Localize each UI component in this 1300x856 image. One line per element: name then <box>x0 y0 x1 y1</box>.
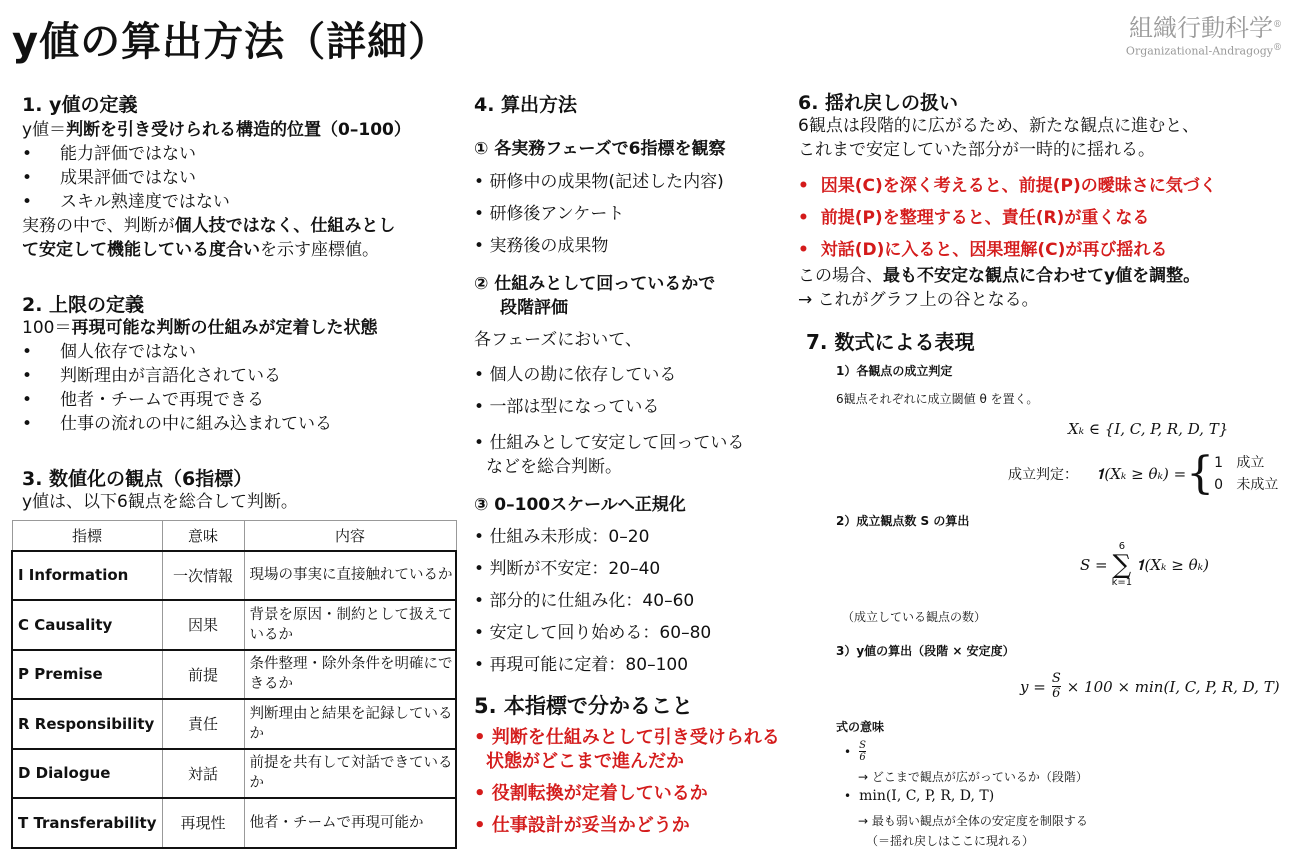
list-item: • 再現可能に定着：80–100 <box>474 655 689 675</box>
s7-part1-desc: 6観点それぞれに成立閾値 θ を置く。 <box>836 392 1039 406</box>
meaning-note-3: （＝揺れ戻しはここに現れる） <box>866 834 1035 848</box>
list-item: • 仕事の流れの中に組み込まれている <box>22 414 332 434</box>
set-formula: Xₖ ∈ {I, C, P, R, D, T} <box>1068 420 1229 438</box>
table-cell-index: I Information <box>12 551 162 601</box>
list-item: • 仕事設計が妥当かどうか <box>474 815 690 836</box>
table-cell-content: 判断理由と結果を記録しているか <box>244 699 456 749</box>
s1-definition: y値＝判断を引き受けられる構造的位置（0–100） <box>22 120 411 140</box>
table-row <box>12 650 456 700</box>
table-cell-content: 現場の事実に直接触れているか <box>244 551 456 601</box>
table-header: 意味 <box>162 521 244 551</box>
s6-conclusion: この場合、最も不安定な観点に合わせてy値を調整。 → これがグラフ上の谷となる。 <box>798 266 1201 310</box>
list-item-cont: などを総合判断。 <box>486 457 622 477</box>
table-cell-content: 条件整理・除外条件を明確にできるか <box>244 650 456 700</box>
list-item: • 因果(C)を深く考えると、前提(P)の曖昧さに気づく <box>798 176 1217 196</box>
s7-part3-title: 3）y値の算出（段階 × 安定度） <box>836 644 1015 658</box>
s4-step3-title: ③ 0–100スケールへ正規化 <box>474 495 686 515</box>
s5-heading: 5. 本指標で分かること <box>474 694 693 718</box>
meaning-item-1: • $\frac{S}{6}$ <box>844 740 866 763</box>
s2-definition: 100＝再現可能な判断の仕組みが定着した状態 <box>22 318 378 338</box>
brand-logo: 組織行動科学® Organizational-Andragogy® <box>1125 14 1282 58</box>
s7-meaning-title: 式の意味 <box>836 720 885 734</box>
list-item: • 判断を仕組みとして引き受けられる <box>474 727 780 748</box>
table-row <box>12 798 456 848</box>
y-formula: y = $\frac{S}{6}$ × 100 × min(I, C, P, R, D, T) <box>1020 671 1280 701</box>
table-cell-meaning: 因果 <box>162 600 244 650</box>
list-item: • 対話(D)に入ると、因果理解(C)が再び揺れる <box>798 240 1168 260</box>
s4-step1-list <box>474 166 724 262</box>
s3-heading: 3. 数値化の観点（6指標） <box>22 468 253 490</box>
table-cell-content: 背景を原因・制約として扱えているか <box>244 600 456 650</box>
list-item: • 仕組みとして安定して回っている <box>474 433 745 453</box>
table-cell-meaning: 対話 <box>162 749 244 799</box>
list-item: • 能力評価ではない <box>22 144 196 164</box>
table-cell-index: R Responsibility <box>12 699 162 749</box>
table-cell-index: C Causality <box>12 600 162 650</box>
s4-step2-lead: 各フェーズにおいて、 <box>474 330 642 350</box>
table-cell-meaning: 再現性 <box>162 798 244 848</box>
meaning-note-2: → 最も弱い観点が全体の安定度を制限する <box>858 814 1088 828</box>
table-row <box>12 749 456 799</box>
table-row <box>12 551 456 601</box>
list-item: • 研修中の成果物(記述した内容) <box>474 172 724 192</box>
list-item: • 研修後アンケート <box>474 204 625 224</box>
list-item: • 個人の勘に依存している <box>474 365 677 385</box>
list-item: • 実務後の成果物 <box>474 236 609 256</box>
table-cell-meaning: 一次情報 <box>162 551 244 601</box>
list-item: • スキル熟達度ではない <box>22 192 230 212</box>
table-cell-content: 他者・チームで再現可能か <box>244 798 456 848</box>
s6-heading: 6. 揺れ戻しの扱い <box>798 92 959 114</box>
logo-jp-text: 組織行動科学 <box>1129 14 1273 42</box>
s7-part1-title: 1）各観点の成立判定 <box>836 364 953 378</box>
list-item: • 一部は型になっている <box>474 397 660 417</box>
s7-part2-title: 2）成立観点数 S の算出 <box>836 514 970 528</box>
table-header-row <box>12 521 456 551</box>
list-item: • 判断が不安定：20–40 <box>474 559 661 579</box>
s7-heading: 7. 数式による表現 <box>806 330 975 354</box>
page-title: y値の算出方法（詳細） <box>12 19 450 65</box>
table-cell-index: P Premise <box>12 650 162 700</box>
list-item: • 成果評価ではない <box>22 168 196 188</box>
list-item: • 前提(P)を整理すると、責任(R)が重くなる <box>798 208 1150 228</box>
table-row <box>12 699 456 749</box>
s6-description: 6観点は段階的に広がるため、新たな観点に進むと、 これまで安定していた部分が一時的に揺れる。 <box>798 116 1200 160</box>
s5-list <box>474 726 780 838</box>
list-item: • 役割転換が定着しているか <box>474 783 708 804</box>
table-cell-meaning: 前提 <box>162 650 244 700</box>
table-cell-index: T Transferability <box>12 798 162 848</box>
list-item: • 部分的に仕組み化：40–60 <box>474 591 695 611</box>
s2-bullets <box>22 340 332 436</box>
table-cell-meaning: 責任 <box>162 699 244 749</box>
s7-part2-note: （成立している観点の数） <box>842 610 987 624</box>
s2-heading: 2. 上限の定義 <box>22 294 145 316</box>
judge-formula: 成立判定： 𝟏(Xₖ ≥ θₖ) = { 1 成立 0 未成立 <box>1008 448 1279 499</box>
sum-formula: S = 6 ∑ k=1 𝟏(Xₖ ≥ θₖ) <box>1080 541 1209 588</box>
s1-bullets <box>22 142 230 214</box>
s4-step3-list <box>474 521 711 681</box>
indicator-table <box>11 520 457 849</box>
s4-step2-list <box>474 359 744 479</box>
list-item: • 仕組み未形成：0–20 <box>474 527 650 547</box>
logo-en-text: Organizational-Andragogy <box>1125 44 1273 58</box>
s1-description: 実務の中で、判断が個人技ではなく、仕組みとし て安定して機能している度合いを示す座標値。 <box>22 216 396 260</box>
s4-step1-title: ① 各実務フェーズで6指標を観察 <box>474 139 726 159</box>
meaning-item-2: • min(I, C, P, R, D, T) <box>844 788 995 804</box>
table-cell-index: D Dialogue <box>12 749 162 799</box>
meaning-note-1: → どこまで観点が広がっているか（段階） <box>858 770 1088 784</box>
table-header: 指標 <box>12 521 162 551</box>
list-item-cont: 状態がどこまで進んだか <box>486 751 684 772</box>
list-item: • 個人依存ではない <box>22 342 196 362</box>
list-item: • 判断理由が言語化されている <box>22 366 281 386</box>
list-item: • 安定して回り始める：60–80 <box>474 623 712 643</box>
table-cell-content: 前提を共有して対話できているか <box>244 749 456 799</box>
s3-description: y値は、以下6観点を総合して判断。 <box>22 492 298 512</box>
s6-list <box>798 170 1217 266</box>
s4-heading: 4. 算出方法 <box>474 94 578 116</box>
s1-heading: 1. y値の定義 <box>22 94 138 116</box>
s4-step2-title: ② 仕組みとして回っているかで 段階評価 <box>474 274 716 318</box>
list-item: • 他者・チームで再現できる <box>22 390 264 410</box>
table-header: 内容 <box>244 521 456 551</box>
table-row <box>12 600 456 650</box>
